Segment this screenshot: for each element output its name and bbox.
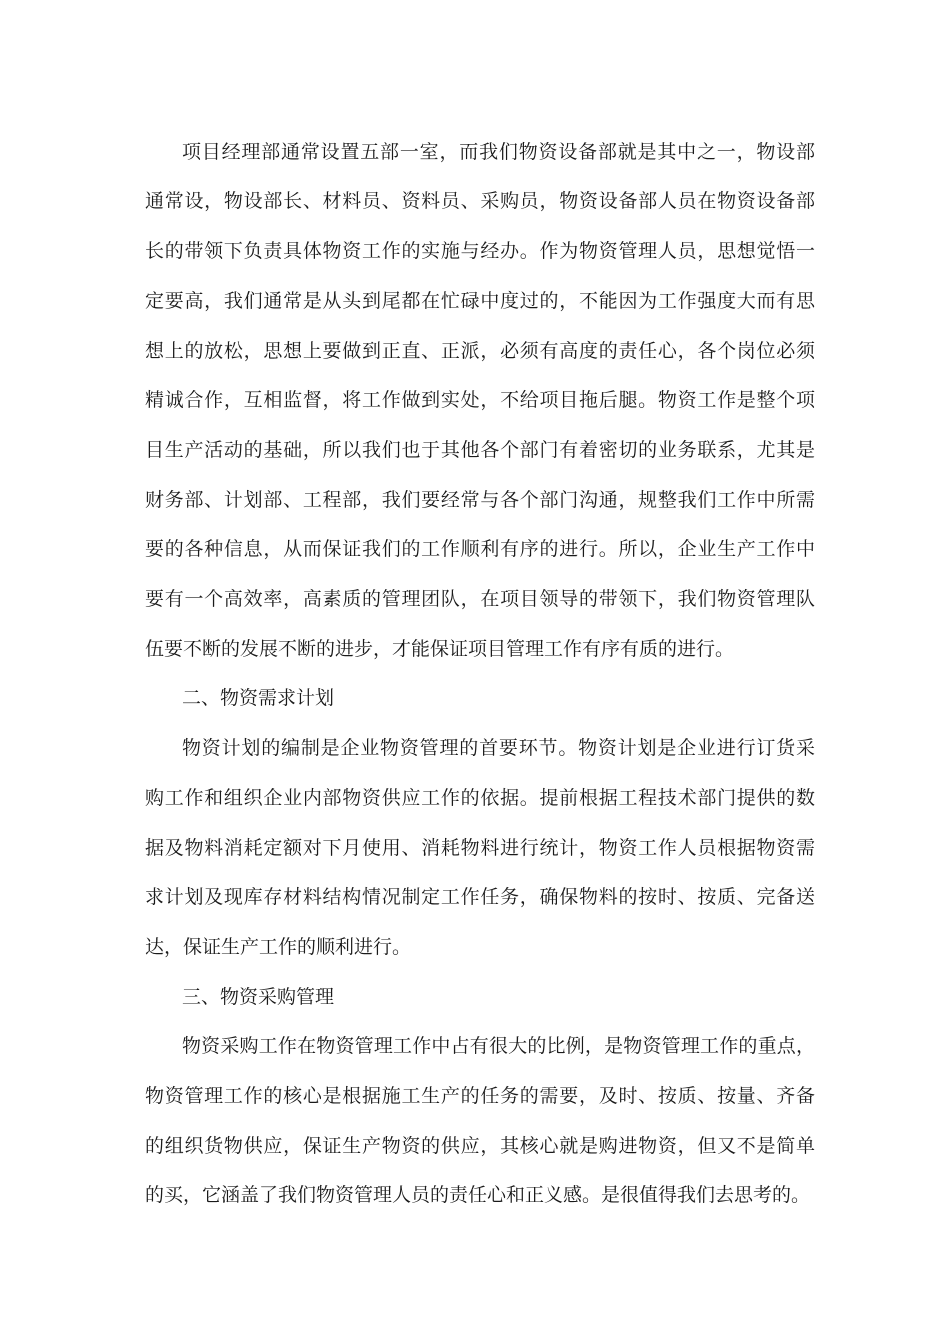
paragraph-1-line-3: 长的带领下负责具体物资工作的实施与经办。作为物资管理人员，思想觉悟一 (145, 240, 815, 262)
paragraph-1-line-7: 目生产活动的基础，所以我们也于其他各个部门有着密切的业务联系，尤其是 (145, 439, 815, 461)
paragraph-2-line-2: 购工作和组织企业内部物资供应工作的依据。提前根据工程技术部门提供的数 (145, 787, 815, 809)
paragraph-1-line-2: 通常设，物设部长、材料员、资料员、采购员，物资设备部人员在物资设备部 (145, 190, 815, 212)
paragraph-2-line-4: 求计划及现库存材料结构情况制定工作任务，确保物料的按时、按质、完备送 (145, 886, 815, 908)
paragraph-1-line-4: 定要高，我们通常是从头到尾都在忙碌中度过的，不能因为工作强度大而有思 (145, 290, 815, 312)
paragraph-3-line-4: 的买，它涵盖了我们物资管理人员的责任心和正义感。是很值得我们去思考的。 (145, 1184, 811, 1206)
paragraph-1-line-6: 精诚合作，互相监督，将工作做到实处，不给项目拖后腿。物资工作是整个项 (145, 389, 815, 411)
paragraph-2-line-3: 据及物料消耗定额对下月使用、消耗物料进行统计，物资工作人员根据物资需 (145, 837, 815, 859)
paragraph-1-line-1: 项目经理部通常设置五部一室，而我们物资设备部就是其中之一，物设部 (182, 141, 815, 163)
section-heading-2: 二、物资需求计划 (182, 687, 335, 709)
paragraph-2-line-1: 物资计划的编制是企业物资管理的首要环节。物资计划是企业进行订货采 (182, 737, 815, 759)
paragraph-1-line-8: 财务部、计划部、工程部，我们要经常与各个部门沟通，规整我们工作中所需 (145, 489, 815, 511)
paragraph-1-line-9: 要的各种信息，从而保证我们的工作顺利有序的进行。所以，企业生产工作中 (145, 538, 815, 560)
section-heading-3: 三、物资采购管理 (182, 986, 335, 1008)
paragraph-3-line-1: 物资采购工作在物资管理工作中占有很大的比例，是物资管理工作的重点， (182, 1035, 815, 1057)
paragraph-1-line-11: 伍要不断的发展不断的进步，才能保证项目管理工作有序有质的进行。 (145, 638, 735, 660)
paragraph-2-line-5: 达，保证生产工作的顺利进行。 (145, 936, 412, 958)
paragraph-3-line-3: 的组织货物供应，保证生产物资的供应，其核心就是购进物资，但又不是简单 (145, 1135, 815, 1157)
paragraph-1-line-5: 想上的放松，思想上要做到正直、正派，必须有高度的责任心，各个岗位必须 (145, 340, 815, 362)
paragraph-3-line-2: 物资管理工作的核心是根据施工生产的任务的需要，及时、按质、按量、齐备 (145, 1085, 815, 1107)
paragraph-1-line-10: 要有一个高效率，高素质的管理团队，在项目领导的带领下，我们物资管理队 (145, 588, 815, 610)
